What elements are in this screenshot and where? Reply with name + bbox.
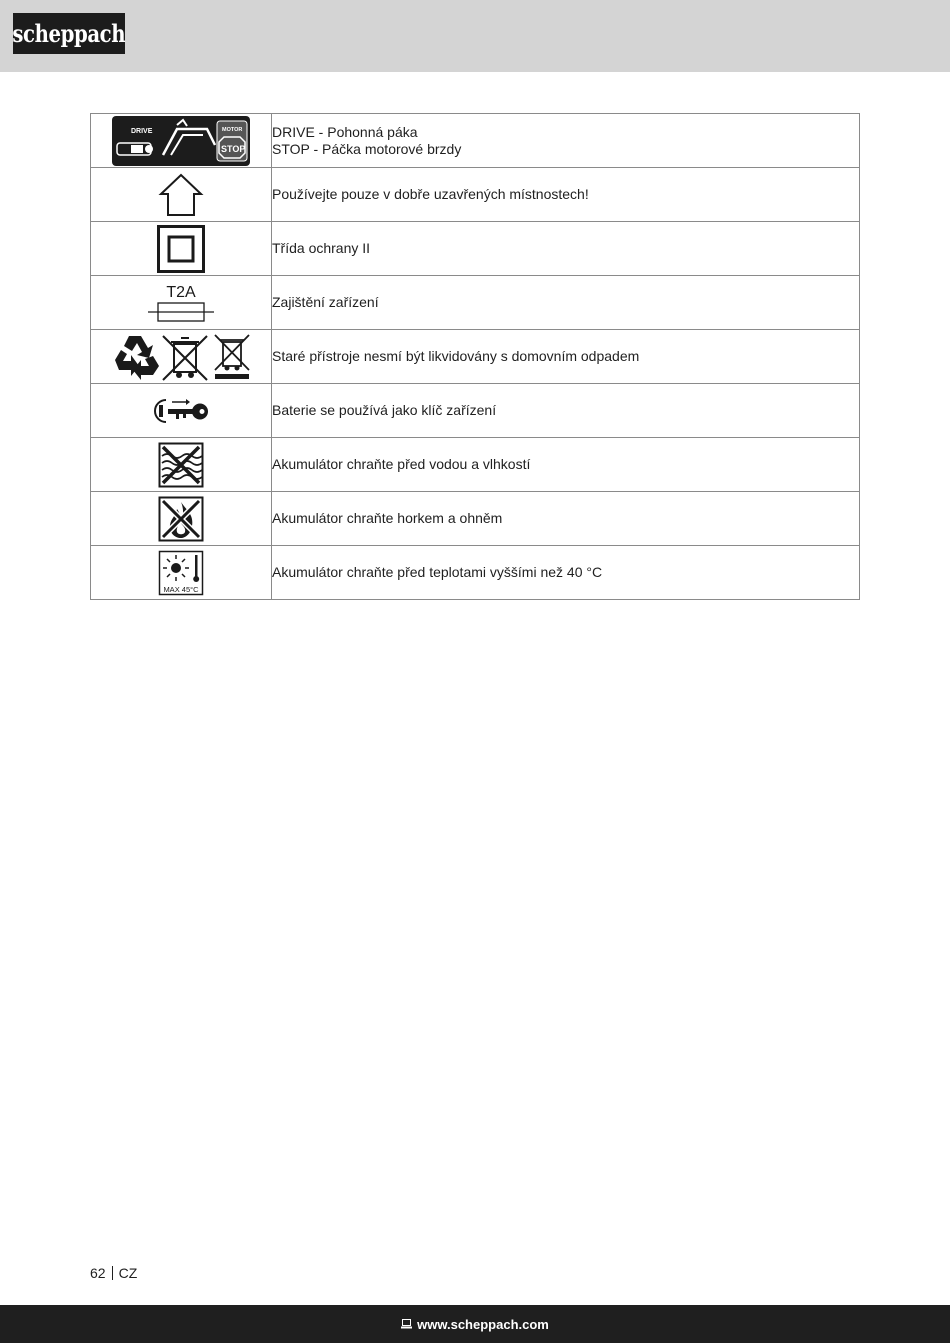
description-cell [272, 546, 860, 600]
page-language: CZ [118, 1265, 138, 1281]
description-cell [272, 114, 860, 168]
icon-cell [91, 114, 272, 168]
table-row [91, 546, 860, 600]
description-line: DRIVE - Pohonná páka [272, 123, 418, 140]
page-footer [0, 1305, 950, 1343]
description-line: STOP - Páčka motorové brzdy [272, 140, 462, 157]
protection-class-ii-icon [157, 225, 205, 273]
description-line: Akumulátor chraňte horkem a ohněm [272, 510, 503, 526]
table-row [91, 222, 860, 276]
table-row [91, 492, 860, 546]
description-cell [272, 222, 860, 276]
table-row [91, 330, 860, 384]
house-icon [158, 173, 204, 217]
scheppach-logo: scheppach [13, 13, 125, 54]
battery-key-icon [152, 396, 210, 426]
description-cell [272, 438, 860, 492]
icon-cell [91, 384, 272, 438]
table-row [91, 276, 860, 330]
description-line: Zajištění zařízení [272, 294, 379, 310]
svg-text:MAX 45°C: MAX 45°C [163, 584, 199, 594]
table-row [91, 438, 860, 492]
max-temperature-icon [158, 550, 204, 596]
description-cell [272, 330, 860, 384]
svg-text:DRIVE: DRIVE [131, 127, 153, 135]
table-row [91, 168, 860, 222]
no-fire-icon [158, 496, 204, 542]
table-row [91, 384, 860, 438]
icon-cell [91, 330, 272, 384]
description-line: Staré přístroje nesmí být likvidovány s domovním odpadem [272, 348, 640, 364]
description-cell [272, 492, 860, 546]
icon-cell [91, 546, 272, 600]
website-link[interactable]: www.scheppach.com [417, 1316, 549, 1332]
svg-text:T2A: T2A [166, 283, 196, 301]
svg-text:MOTOR: MOTOR [222, 126, 243, 133]
page-number-separator [112, 1266, 113, 1280]
description-line: Akumulátor chraňte před teplotami vyššími než 40 °C [272, 564, 603, 580]
description-cell [272, 276, 860, 330]
description-line: Akumulátor chraňte před vodou a vlhkostí [272, 456, 531, 472]
recycling-weee-icon [111, 332, 251, 382]
icon-cell [91, 276, 272, 330]
page-number [90, 1265, 137, 1281]
icon-cell [91, 222, 272, 276]
fuse-icon [146, 282, 216, 324]
icon-cell [91, 168, 272, 222]
icon-cell [91, 492, 272, 546]
symbols-table [90, 113, 860, 600]
page-header [0, 0, 950, 72]
icon-cell [91, 438, 272, 492]
table-row [91, 114, 860, 168]
description-line: Používejte pouze v dobře uzavřených místnostech! [272, 186, 589, 202]
description-cell [272, 168, 860, 222]
svg-text:STOP: STOP [221, 143, 246, 154]
computer-icon [401, 1317, 412, 1332]
description-cell [272, 384, 860, 438]
description-line: Baterie se používá jako klíč zařízení [272, 402, 497, 418]
no-water-icon [158, 442, 204, 488]
page-number-value: 62 [90, 1265, 106, 1281]
description-line: Třída ochrany II [272, 240, 371, 256]
drive-stop-lever-icon [111, 115, 251, 167]
